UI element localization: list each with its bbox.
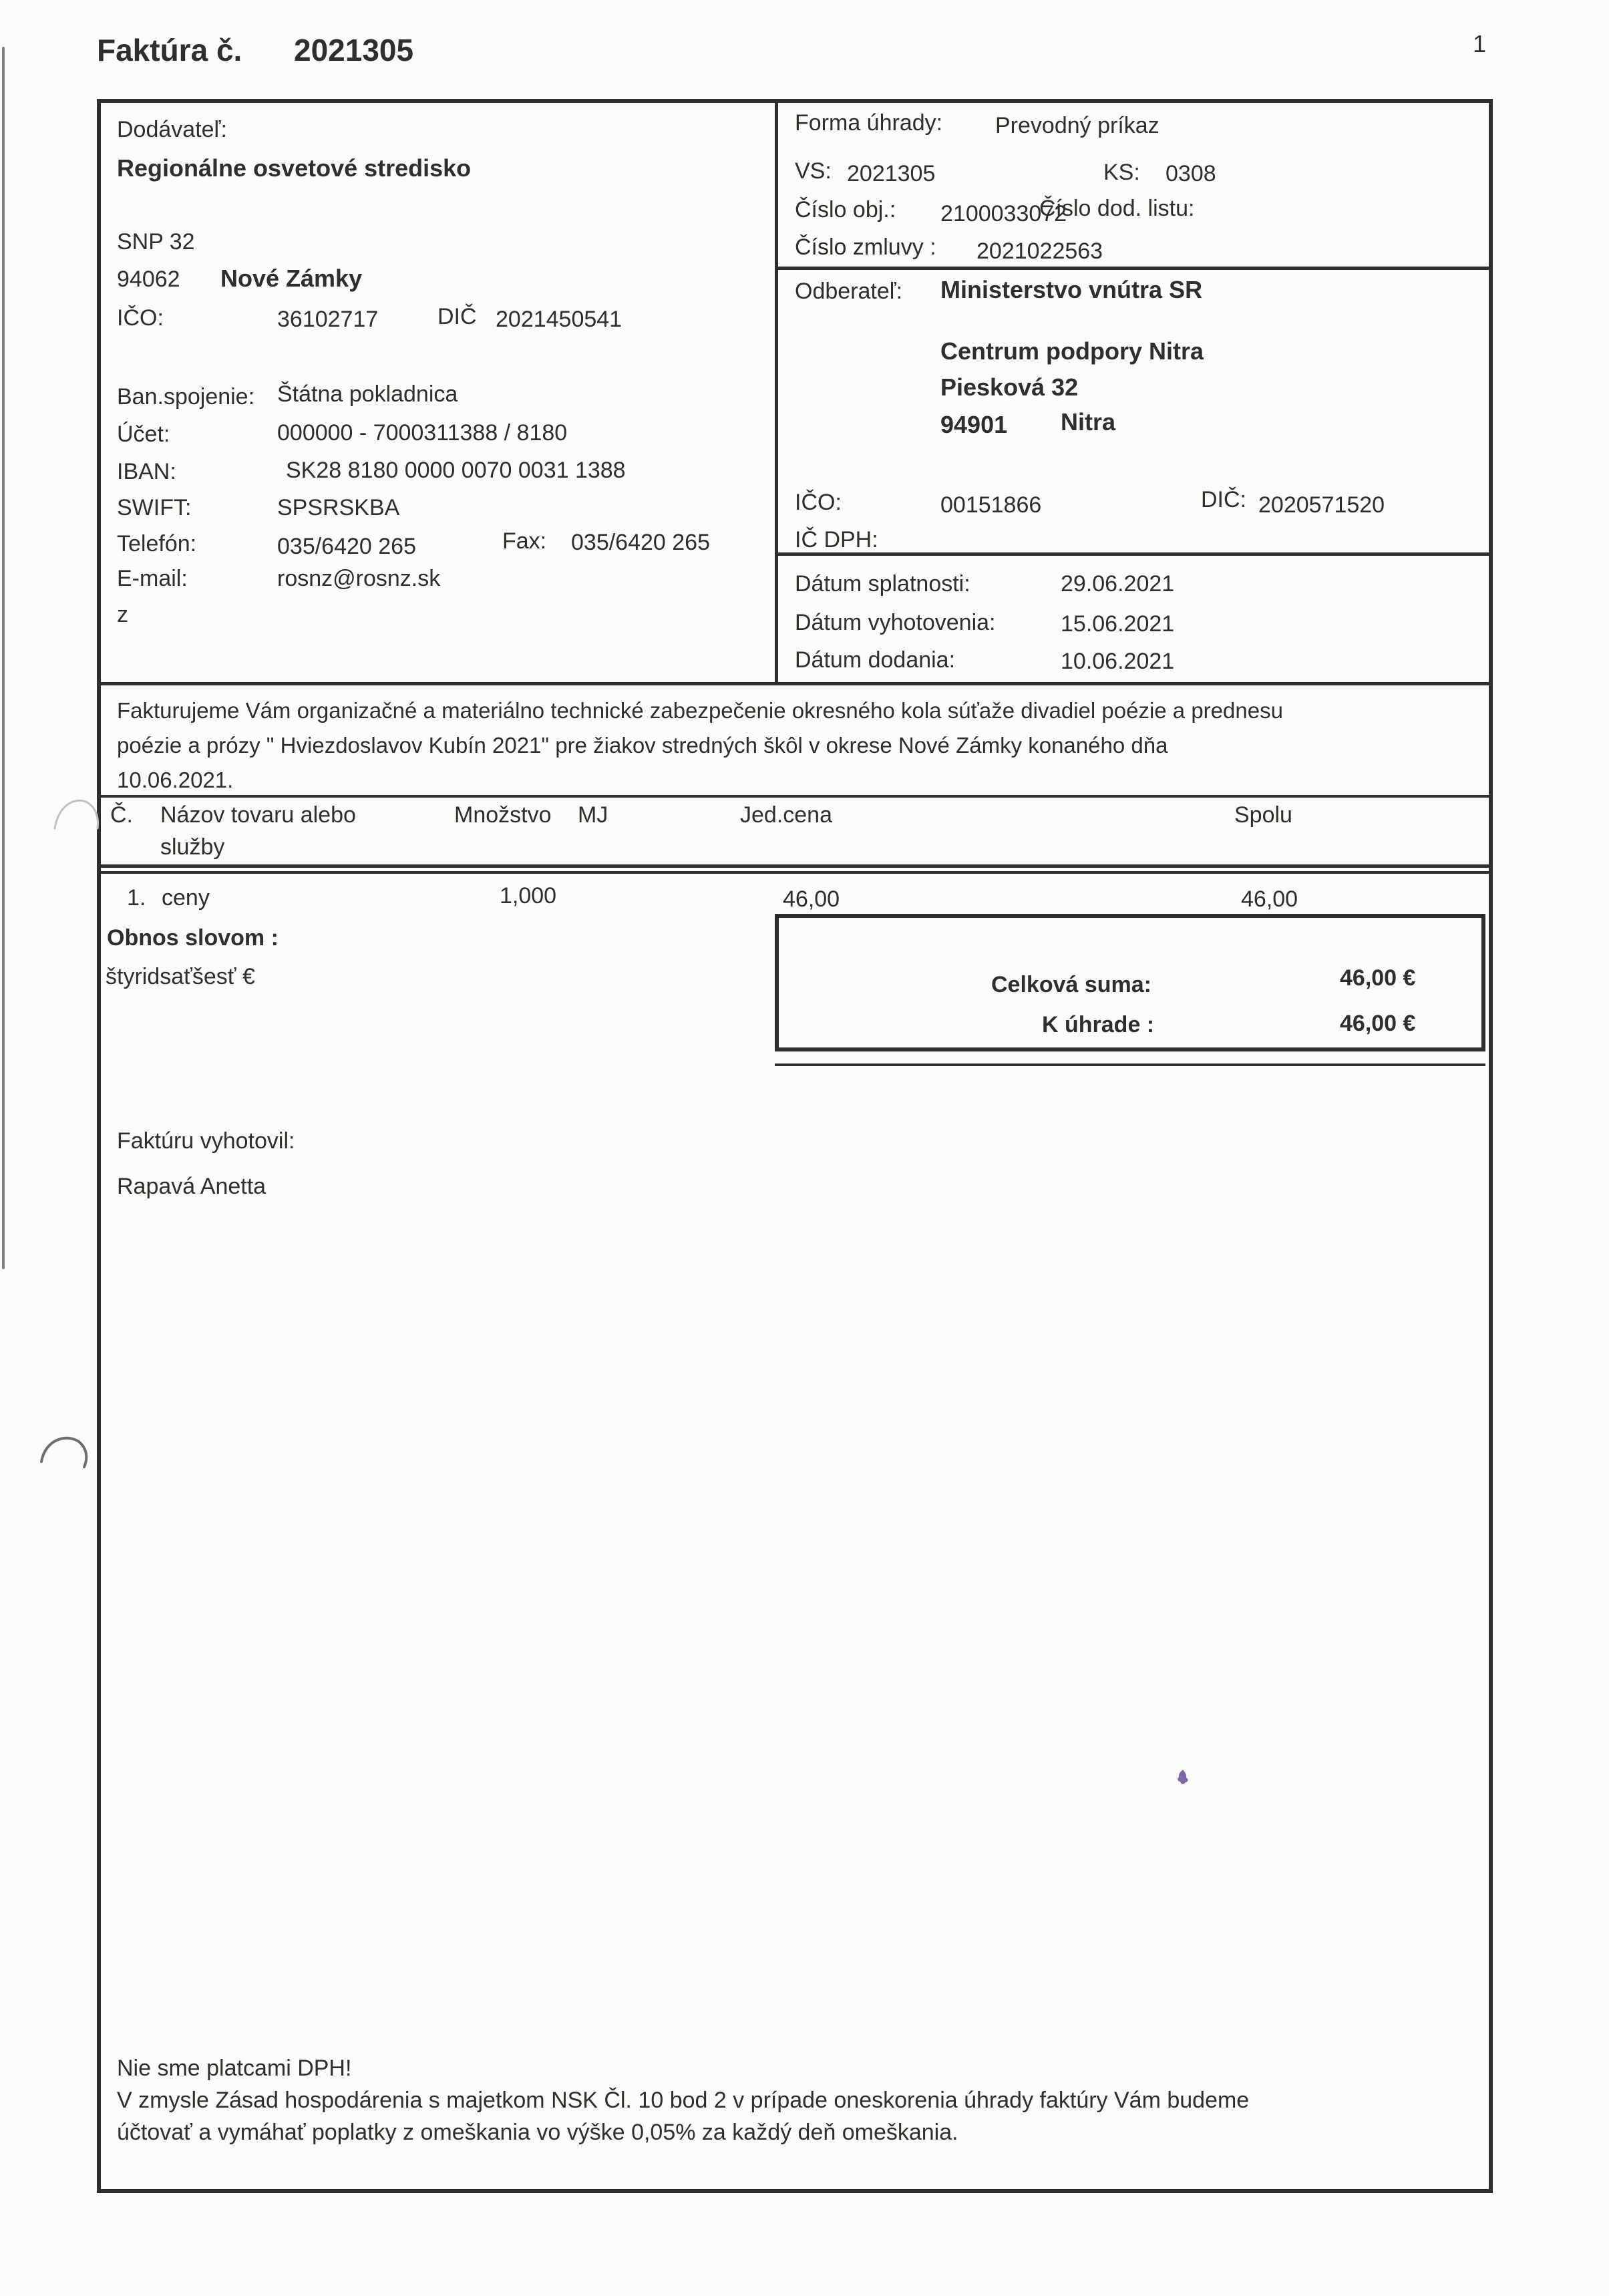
date-due-label: Dátum splatnosti: (795, 571, 970, 597)
description-line-2: poézie a prózy " Hviezdoslavov Kubín 2021" pre žiakov stredných škôl v okrese Nové Zámky konaného dňa (117, 733, 1168, 758)
supplier-swift-label: SWIFT: (117, 495, 192, 520)
supplier-email: rosnz@rosnz.sk (277, 566, 441, 591)
customer-dic-label: DIČ: (1201, 487, 1246, 512)
supplier-fax-label: Fax: (502, 528, 547, 554)
table-header-unit-price: Jed.cena (740, 802, 832, 828)
date-delivered-label: Dátum dodania: (795, 647, 956, 673)
supplier-swift: SPSRSKBA (277, 495, 400, 520)
ink-speck-artifact (1176, 1769, 1190, 1786)
table-header-unit: MJ (578, 802, 608, 828)
supplier-bank-label: Ban.spojenie: (117, 384, 255, 409)
customer-ico: 00151866 (940, 492, 1042, 518)
customer-department: Centrum podpory Nitra (940, 337, 1204, 365)
row-qty: 1,000 (500, 883, 557, 909)
payment-order-label: Číslo obj.: (795, 197, 896, 222)
payment-vs-label: VS: (795, 158, 832, 184)
supplier-city: Nové Zámky (220, 265, 363, 292)
table-header-double-rule (97, 864, 1493, 874)
customer-zip: 94901 (940, 411, 1008, 438)
issuer-label: Faktúru vyhotovil: (117, 1128, 295, 1154)
supplier-phone-label: Telefón: (117, 531, 197, 556)
customer-street: Piesková 32 (940, 373, 1079, 401)
date-due: 29.06.2021 (1061, 571, 1175, 597)
supplier-email-label: E-mail: (117, 566, 188, 591)
totals-underline (775, 1063, 1485, 1066)
total-sum-value: 46,00 € (1340, 965, 1416, 991)
payment-ks-label: KS: (1103, 160, 1140, 185)
supplier-street: SNP 32 (117, 229, 195, 255)
description-line-3: 10.06.2021. (117, 768, 234, 792)
customer-icdph-label: IČ DPH: (795, 527, 878, 552)
supplier-label: Dodávateľ: (117, 117, 227, 142)
row-no: 1. (127, 885, 146, 911)
table-header-no: Č. (110, 802, 133, 828)
footer-line-2: V zmysle Zásad hospodárenia s majetkom NSK Čl. 10 bod 2 v prípade oneskorenia úhrady faktúry Vám budeme (117, 2088, 1250, 2113)
row-name: ceny (162, 885, 210, 911)
supplier-dic: 2021450541 (496, 307, 622, 332)
section-divider (97, 682, 1493, 685)
supplier-fax: 035/6420 265 (571, 530, 710, 555)
invoice-title-label: Faktúra č. (97, 33, 242, 67)
scan-edge-artifact (2, 47, 5, 1269)
supplier-iban-label: IBAN: (117, 459, 176, 484)
supplier-zip: 94062 (117, 267, 180, 292)
supplier-iban: SK28 8180 0000 0070 0031 1388 (286, 458, 626, 483)
customer-city: Nitra (1061, 408, 1116, 436)
total-sum-label: Celková suma: (991, 972, 1151, 997)
date-delivered: 10.06.2021 (1061, 649, 1175, 674)
table-header-total: Spolu (1234, 802, 1292, 828)
customer-ico-label: IČO: (795, 490, 842, 515)
description-line-1: Fakturujeme Vám organizačné a materiálno technické zabezpečenie okresného kola súťaže divadiel poézie a prednesu (117, 698, 1283, 723)
customer-dic: 2020571520 (1258, 492, 1385, 518)
supplier-account-label: Účet: (117, 422, 170, 447)
customer-label: Odberateľ: (795, 279, 903, 304)
footer-line-3: účtovať a vymáhať poplatky z omeškania vo výške 0,05% za každý deň omeškania. (117, 2120, 958, 2145)
table-header-qty: Množstvo (454, 802, 552, 828)
table-header-name-line2: služby (160, 834, 225, 860)
stray-scan-character: z (117, 602, 128, 627)
row-total: 46,00 (1241, 886, 1298, 912)
amount-words-label: Obnos slovom : (107, 925, 279, 951)
supplier-name: Regionálne osvetové stredisko (117, 154, 472, 182)
supplier-ico-label: IČO: (117, 305, 164, 331)
amount-words: štyridsaťšesť € (106, 964, 255, 989)
payment-form: Prevodný príkaz (995, 113, 1159, 138)
table-header-name-line1: Názov tovaru alebo (160, 802, 356, 828)
date-issued-label: Dátum vyhotovenia: (795, 610, 996, 635)
supplier-ico: 36102717 (277, 307, 379, 332)
payment-delivery-note-label: Číslo dod. listu: (1039, 196, 1195, 221)
payment-form-label: Forma úhrady: (795, 110, 943, 136)
supplier-phone: 035/6420 265 (277, 534, 416, 559)
payment-contract: 2021022563 (976, 238, 1103, 264)
payment-ks: 0308 (1166, 161, 1216, 186)
supplier-bank: Štátna pokladnica (277, 381, 458, 407)
payment-vs: 2021305 (847, 161, 936, 186)
invoice-number: 2021305 (294, 33, 414, 67)
payment-contract-label: Číslo zmluvy : (795, 234, 936, 260)
scan-arc-artifact-dark (37, 1432, 94, 1474)
supplier-account: 000000 - 7000311388 / 8180 (277, 420, 568, 446)
supplier-dic-label: DIČ (437, 304, 477, 329)
row-unit-price: 46,00 (783, 886, 840, 912)
issuer-name: Rapavá Anetta (117, 1174, 266, 1199)
footer-line-1: Nie sme platcami DPH! (117, 2056, 352, 2081)
table-top-border (97, 795, 1493, 798)
amount-due-value: 46,00 € (1340, 1011, 1416, 1036)
customer-name: Ministerstvo vnútra SR (940, 276, 1203, 303)
page-number: 1 (1473, 30, 1487, 57)
customer-box (775, 267, 1493, 556)
payment-order: 2100033072 (940, 201, 1067, 226)
date-issued: 15.06.2021 (1061, 611, 1175, 637)
scan-arc-artifact-light (52, 794, 103, 832)
amount-due-label: K úhrade : (1042, 1012, 1155, 1037)
